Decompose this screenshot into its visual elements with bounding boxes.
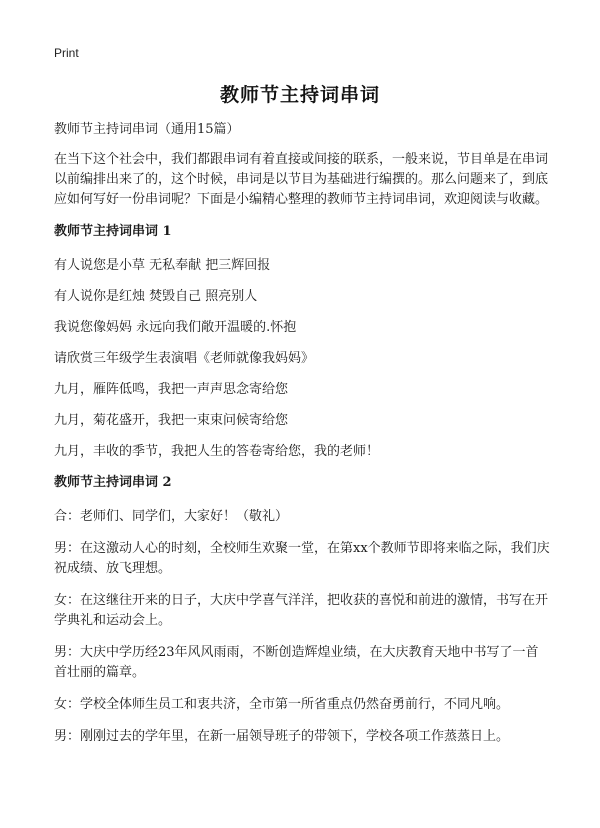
print-link[interactable]: Print	[54, 46, 79, 60]
section-heading: 教师节主持词串词 1	[54, 224, 172, 239]
text-line: 女：在这继往开来的日子，大庆中学喜气洋洋，把收获的喜悦和前进的激情，书写在开学典礼和运动会上。	[54, 593, 549, 628]
document-body	[54, 120, 550, 759]
text-line: 有人说您是小草 无私奉献 把三辉回报	[54, 258, 271, 273]
text-line: 男：在这激动人心的时刻，全校师生欢聚一堂，在第xx个教师节即将来临之际，我们庆祝成绩、放飞理想。	[54, 541, 550, 576]
text-line: 九月，菊花盛开，我把一束束问候寄给您	[54, 413, 289, 428]
text-line: 男：大庆中学历经23年风风雨雨，不断创造辉煌业绩，在大庆教育天地中书写了一首首壮丽的篇章。	[54, 645, 539, 680]
text-line: 我说您像妈妈 永远向我们敞开温暖的.怀抱	[54, 320, 297, 335]
document-subtitle: 教师节主持词串词（通用15篇）	[54, 122, 240, 137]
text-line: 九月，雁阵低鸣，我把一声声思念寄给您	[54, 382, 289, 397]
page-title: 教师节主持词串词	[219, 84, 380, 106]
text-line: 九月，丰收的季节，我把人生的答卷寄给您，我的老师！	[54, 444, 380, 459]
text-line: 女：学校全体师生员工和衷共济，全市第一所省重点仍然奋勇前行，不同凡响。	[54, 697, 510, 712]
text-line: 男：刚刚过去的学年里，在新一届领导班子的带领下，学校各项工作蒸蒸日上。	[54, 729, 510, 744]
text-line: 有人说你是红烛 焚毁自己 照亮别人	[54, 289, 258, 304]
section-2	[54, 473, 550, 747]
section-heading: 教师节主持词串词 2	[54, 475, 172, 490]
text-line: 合：老师们、同学们，大家好！（敬礼）	[54, 509, 289, 524]
intro-paragraph: 在当下这个社会中，我们都跟串词有着直接或间接的联系，一般来说，节目单是在串词以前编排出来了的，这个时候，串词是以节目为基础进行编撰的。那么问题来了，到底应如何写好一份串词呢？下面是小编精心整理的教师节主持词串词，欢迎阅读与收藏。	[54, 152, 549, 207]
text-line: 请欣赏三年级学生表演唱《老师就像我妈妈》	[54, 351, 315, 366]
section-1	[54, 222, 550, 462]
